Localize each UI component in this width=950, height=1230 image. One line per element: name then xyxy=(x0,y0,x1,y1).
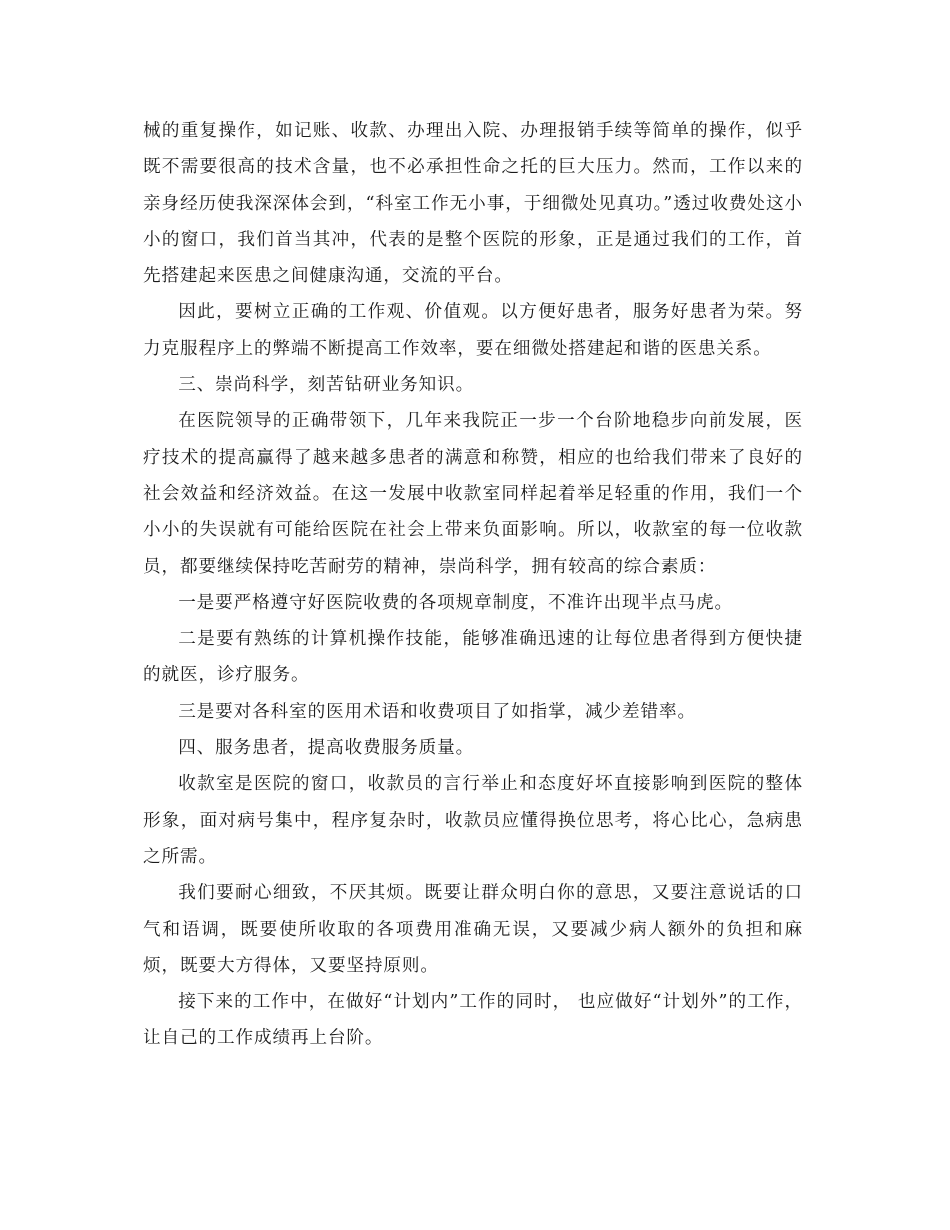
paragraph: 我们要耐心细致，不厌其烦。既要让群众明白你的意思，又要注意说话的口气和语调，既要使所收取的各项费用准确无误，又要减少病人额外的负担和麻烦，既要大方得体，又要坚持原则。 xyxy=(143,883,803,976)
paragraph: 接下来的工作中，在做好“计划内”工作的同时， 也应做好“计划外”的工作，让自己的工作成绩再上台阶。 xyxy=(143,992,803,1049)
paragraph: 收款室是医院的窗口，收款员的言行举止和态度好坏直接影响到医院的整体形象，面对病号集中，程序复杂时，收款员应懂得换位思考，将心比心，急病患之所需。 xyxy=(143,774,803,867)
paragraph: 因此，要树立正确的工作观、价值观。以方便好患者，服务好患者为荣。努力克服程序上的弊端不断提高工作效率，要在细微处搭建起和谐的医患关系。 xyxy=(143,302,803,359)
section-heading: 四、服务患者，提高收费服务质量。 xyxy=(178,738,475,759)
paragraph: 一是要严格遵守好医院收费的各项规章制度，不准许出现半点马虎。 xyxy=(178,592,734,613)
document-body xyxy=(143,113,803,1057)
paragraph: 二是要有熟练的计算机操作技能，能够准确迅速的让每位患者得到方便快捷的就医，诊疗服务。 xyxy=(143,629,803,686)
paragraph: 在医院领导的正确带领下，几年来我院正一步一个台阶地稳步向前发展，医疗技术的提高赢得了越来越多患者的满意和称赞，相应的也给我们带来了良好的社会效益和经济效益。在这一发展中收款室同样起着举足轻重的作用，我们一个小小的失误就有可能给医院在社会上带来负面影响。所以，收款室的每一位收款员，都要继续保持吃苦耐劳的精神，崇尚科学，拥有较高的综合素质： xyxy=(143,411,803,577)
section-heading: 三、崇尚科学，刻苦钻研业务知识。 xyxy=(178,375,475,396)
paragraph: 三是要对各科室的医用术语和收费项目了如指掌，减少差错率。 xyxy=(178,701,697,722)
paragraph-continuation: 械的重复操作，如记账、收款、办理出入院、办理报销手续等简单的操作，似乎既不需要很高的技术含量，也不必承担性命之托的巨大压力。然而，工作以来的亲身经历使我深深体会到，“科室工作无小事，于细微处见真功。”透过收费处这小小的窗口，我们首当其冲，代表的是整个医院的形象，正是通过我们的工作，首先搭建起来医患之间健康沟通，交流的平台。 xyxy=(143,121,803,287)
